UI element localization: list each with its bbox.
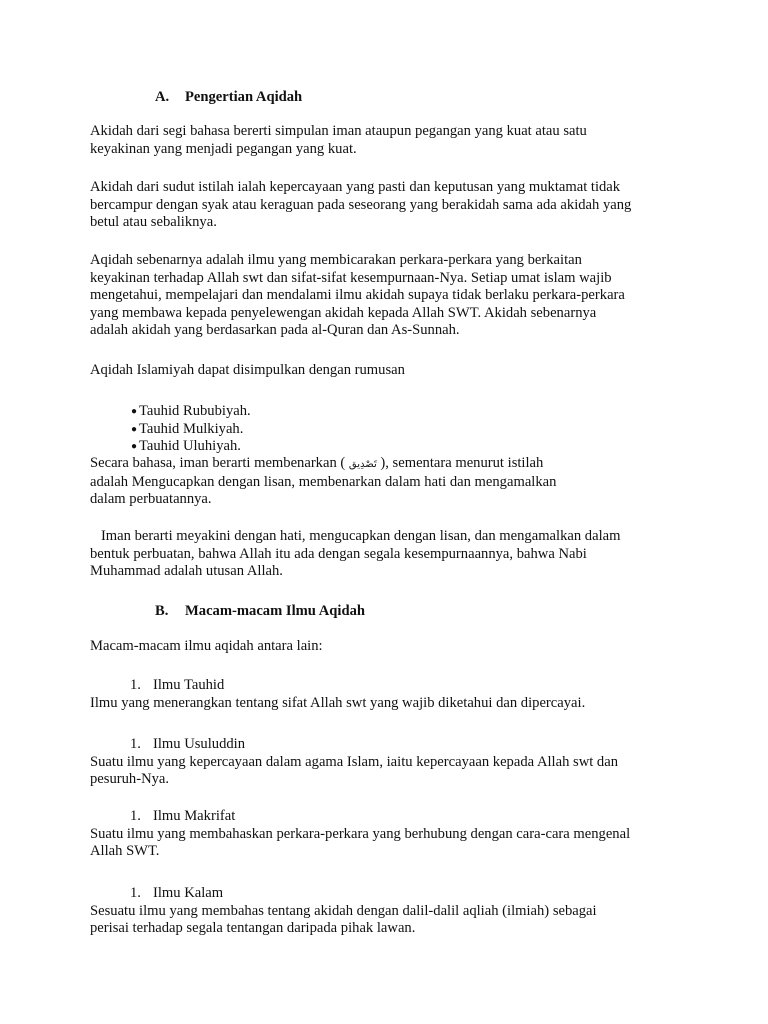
paragraph-2-line: bercampur dengan syak atau keraguan pada seseorang yang berakidah sama ada akidah yang	[90, 196, 632, 213]
paragraph-1-line: Akidah dari segi bahasa bererti simpulan iman ataupun pegangan yang kuat atau satu	[90, 123, 587, 139]
section-a-title: Pengertian Aqidah	[185, 89, 303, 105]
tauhid-bullet-list	[131, 403, 731, 456]
paragraph-6-line: bentuk perbuatan, bahwa Allah itu ada dengan segala kesempurnaannya, bahwa Nabi	[90, 545, 587, 562]
paragraph-6-line: Muhammad adalah utusan Allah.	[90, 563, 283, 579]
paragraph-1-line: keyakinan yang menjadi pegangan yang kuat.	[90, 140, 357, 157]
paragraph-3	[90, 252, 690, 340]
ilmu-item-desc: perisai terhadap segala tentangan daripada pihak lawan.	[90, 920, 416, 936]
ilmu-item-title: 1. Ilmu Tauhid	[130, 677, 225, 693]
paragraph-2-line: Akidah dari sudut istilah ialah kepercayaan yang pasti dan keputusan yang muktamat tidak	[90, 179, 621, 195]
paragraph-7	[90, 638, 690, 656]
paragraph-4-line: Aqidah Islamiyah dapat disimpulkan dengan rumusan	[90, 362, 405, 378]
ilmu-item-desc: Suatu ilmu yang membahaskan perkara-perkara yang berhubung dengan cara-cara mengenal	[90, 825, 631, 842]
paragraph-5-line: Secara bahasa, iman berarti membenarkan ( تَصْدِيق ), sementara menurut istilah	[90, 455, 544, 471]
paragraph-1	[90, 123, 690, 158]
ilmu-item-title: 1. Ilmu Usuluddin	[130, 736, 246, 752]
paragraph-3-line: yang membawa kepada penyelewengan akidah kepada Allah SWT. Akidah sebenarnya	[90, 304, 597, 321]
ilmu-item-title: 1. Ilmu Kalam	[130, 885, 224, 901]
paragraph-3-line: adalah akidah yang berdasarkan pada al-Quran dan As-Sunnah.	[90, 322, 460, 338]
paragraph-3-line: Aqidah sebenarnya adalah ilmu yang membicarakan perkara-perkara yang berkaitan	[90, 252, 582, 268]
paragraph-6-line: Iman berarti meyakini dengan hati, mengucapkan dengan lisan, dan mengamalkan dalam	[90, 528, 621, 544]
section-b-title: Macam-macam Ilmu Aqidah	[185, 603, 365, 619]
bullet-item: ● Tauhid Mulkiyah.	[131, 420, 244, 437]
paragraph-5	[90, 455, 690, 509]
ilmu-item-desc: pesuruh-Nya.	[90, 771, 170, 787]
paragraph-3-line: keyakinan terhadap Allah swt dan sifat-sifat kesempurnaan-Nya. Setiap umat islam wajib	[90, 269, 612, 286]
paragraph-2-line: betul atau sebaliknya.	[90, 214, 217, 230]
bullet-dot-icon: ●	[131, 406, 138, 417]
paragraph-2	[90, 179, 690, 232]
ilmu-item-desc: Allah SWT.	[90, 843, 160, 859]
arabic-term: تَصْدِيق	[348, 459, 377, 470]
bullet-dot-icon: ●	[131, 423, 138, 435]
ilmu-item-2	[90, 736, 690, 789]
ilmu-item-1	[90, 677, 690, 712]
ilmu-item-3	[90, 808, 690, 861]
bullet-item: ● Tauhid Uluhiyah.	[131, 438, 241, 454]
section-b-number: B.	[155, 603, 169, 619]
ilmu-item-title: 1. Ilmu Makrifat	[130, 808, 236, 824]
section-b-heading	[155, 603, 755, 621]
ilmu-item-4	[90, 885, 690, 938]
paragraph-5-line: adalah Mengucapkan dengan lisan, membenarkan dalam hati dan mengamalkan	[90, 473, 557, 490]
paragraph-3-line: mengetahui, mempelajari dan mendalami ilmu akidah supaya tidak berlaku perkara-perkara	[90, 287, 625, 303]
paragraph-7-line: Macam-macam ilmu aqidah antara lain:	[90, 638, 323, 654]
section-a-number: A.	[155, 89, 170, 105]
ilmu-item-desc: Sesuatu ilmu yang membahas tentang akidah dengan dalil-dalil aqliah (ilmiah) sebagai	[90, 902, 597, 919]
paragraph-5-line: dalam perbuatannya.	[90, 491, 212, 507]
paragraph-4	[90, 362, 690, 380]
bullet-dot-icon: ●	[131, 441, 138, 452]
ilmu-item-desc: Ilmu yang menerangkan tentang sifat Allah swt yang wajib diketahui dan dipercayai.	[90, 694, 586, 711]
bullet-item: ● Tauhid Rububiyah.	[131, 403, 251, 419]
section-a-heading	[155, 89, 755, 107]
paragraph-6	[90, 528, 690, 581]
ilmu-item-desc: Suatu ilmu yang kepercayaan dalam agama Islam, iaitu kepercayaan kepada Allah swt dan	[90, 753, 619, 770]
